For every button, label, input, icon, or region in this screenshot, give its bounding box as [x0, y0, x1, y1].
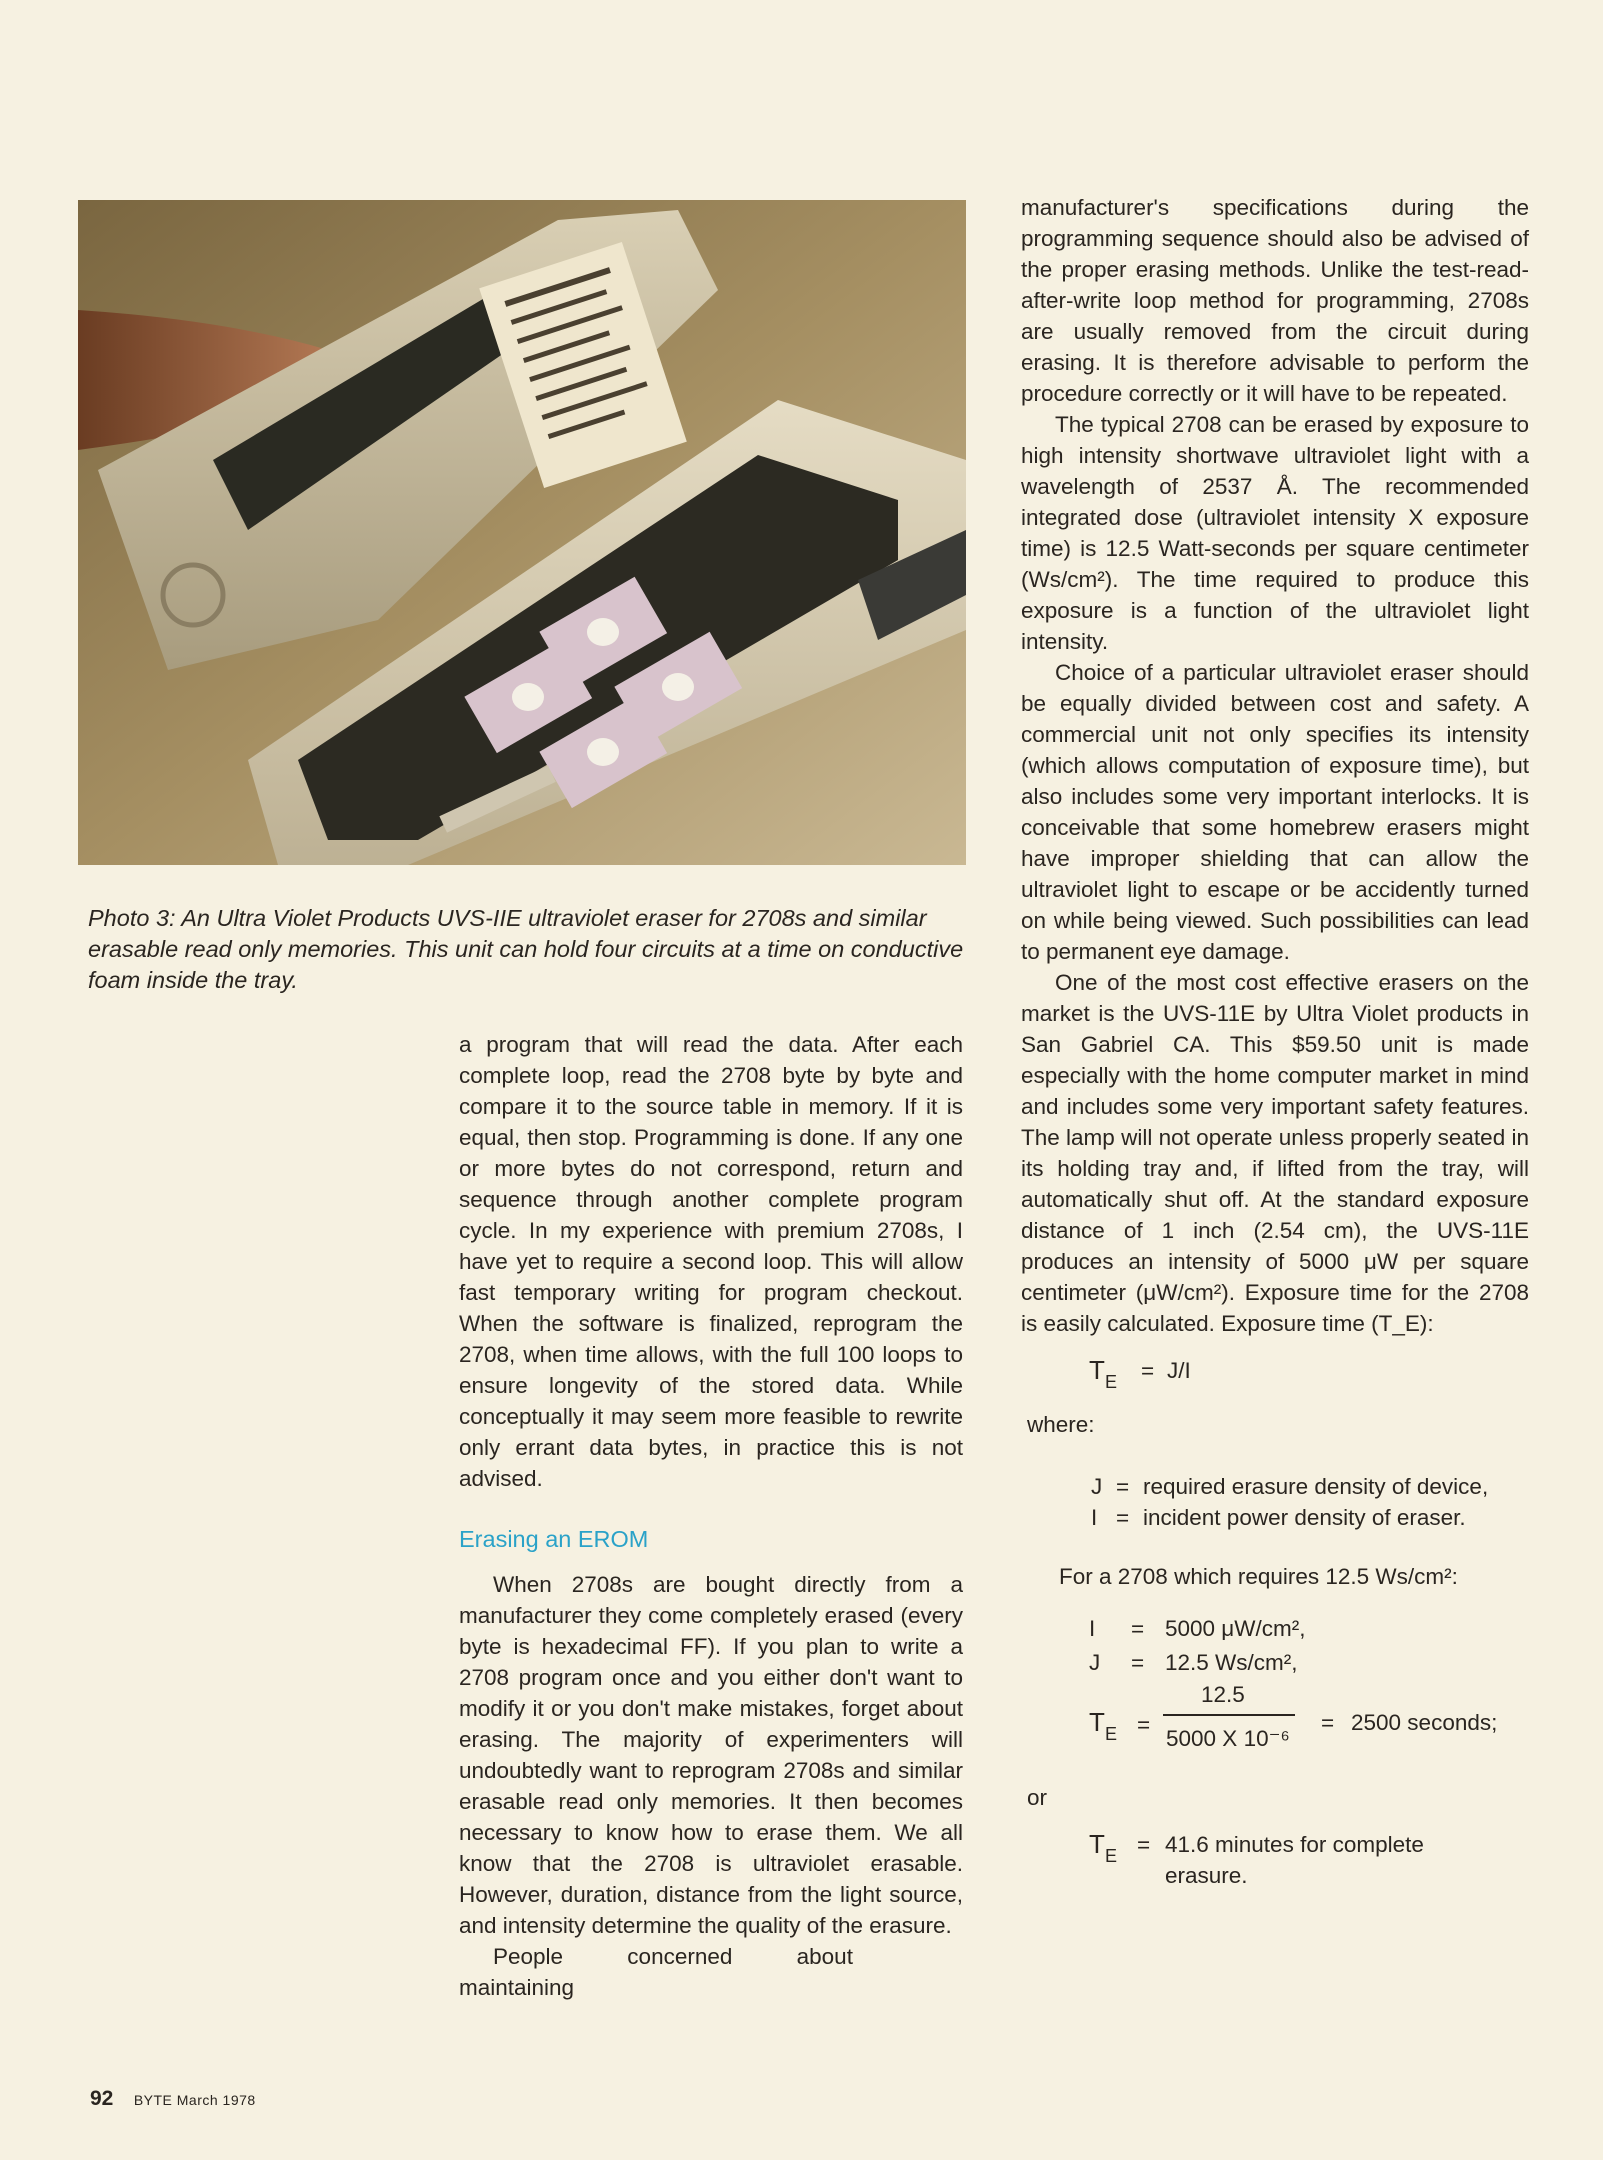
text-column-right — [1021, 192, 1529, 1949]
paragraph: a program that will read the data. After each complete loop, read the 2708 byte by byte and compare it to the source table in memory. If it is equal, then stop. Programming is done. If any one or more bytes do not correspond, return and sequence through another complete program cycle. In my experience with premium 2708s, I have yet to require a second loop. This will allow fast temporary writing for program checkout. When the software is finalized, reprogram the 2708, when time allows, with the full 100 loops to ensure longevity of the stored data. While conceptually it may seem more feasible to rewrite only errant data bytes, in practice this is not advised. — [459, 1032, 963, 1491]
equals-sign: = — [1321, 1710, 1335, 1735]
uv-eraser-photo — [78, 200, 966, 865]
i-symbol: I — [1089, 1616, 1096, 1641]
e-subscript: E — [1105, 1724, 1118, 1744]
page-footer — [90, 2087, 256, 2111]
i-symbol: I — [1091, 1505, 1098, 1530]
magazine-issue: BYTE March 1978 — [133, 2092, 256, 2108]
te-symbol: T — [1089, 1355, 1105, 1385]
section-heading: Erasing an EROM — [459, 1526, 649, 1552]
i-definition: incident power density of eraser. — [1143, 1505, 1466, 1530]
equals-sign: = — [1137, 1712, 1151, 1737]
fraction-numerator: 12.5 — [1201, 1682, 1245, 1707]
result-seconds: 2500 seconds; — [1351, 1710, 1498, 1735]
paragraph: manufacturer's specifications during the programming sequence should also be advised of the proper erasing methods. Unlike the test-read-after-write loop method for programming, 2708s are usually removed from the circuit during erasing. It is therefore advisable to perform the procedure correctly or it will have to be repeated. — [1021, 195, 1529, 406]
te-symbol: T — [1089, 1707, 1105, 1737]
formula-rhs: J/I — [1167, 1358, 1191, 1383]
fraction-bar — [1163, 1714, 1295, 1716]
j-value: 12.5 Ws/cm², — [1165, 1650, 1298, 1675]
equals-sign: = — [1137, 1832, 1151, 1857]
page-number: 92 — [90, 2087, 114, 2110]
or-label: or — [1027, 1785, 1048, 1810]
fraction-denominator: 5000 X 10⁻⁶ — [1166, 1726, 1290, 1751]
for-line: For a 2708 which requires 12.5 Ws/cm²: — [1059, 1564, 1458, 1589]
j-definition: required erasure density of device, — [1143, 1474, 1489, 1499]
text-column-left — [459, 1029, 963, 2003]
paragraph: The typical 2708 can be erased by exposure to high intensity shortwave ultraviolet light with a wavelength of 2537 Å. The recommended integrated dose (ultraviolet intensity X exposure time) is 12.5 Watt-seconds per square centimeter (Ws/cm²). The time required to produce this exposure is a function of the ultraviolet light intensity. — [1021, 412, 1529, 654]
e-subscript: E — [1105, 1846, 1118, 1866]
equals-sign: = — [1131, 1650, 1145, 1675]
equals-sign: = — [1116, 1505, 1130, 1530]
equals-sign: = — [1131, 1616, 1145, 1641]
paragraph: People concerned about maintaining — [459, 1944, 853, 2000]
j-symbol: J — [1089, 1650, 1101, 1675]
j-symbol: J — [1091, 1474, 1103, 1499]
photo-illustration — [78, 200, 966, 865]
paragraph: Choice of a particular ultraviolet eraser should be equally divided between cost and safety. A commercial unit not only specifies its intensity (which allows computation of exposure time), but also includes some very important interlocks. It is conceivable that some homebrew erasers might have improper shielding that can allow the ultraviolet light to escape or be accidently turned on while being viewed. Such possibilities can lead to permanent eye damage. — [1021, 660, 1529, 964]
i-value: 5000 μW/cm², — [1165, 1616, 1306, 1641]
result-minutes: 41.6 minutes for complete — [1165, 1832, 1424, 1857]
te-symbol: T — [1089, 1829, 1105, 1859]
photo-caption: Photo 3: An Ultra Violet Products UVS-IIE ultraviolet eraser for 2708s and similar erasable read only memories. This unit can hold four circuits at a time on conductive foam inside the tray. — [88, 905, 964, 993]
equals-sign: = — [1141, 1358, 1155, 1383]
result-minutes-cont: erasure. — [1165, 1863, 1248, 1888]
where-label: where: — [1027, 1412, 1095, 1437]
equals-sign: = — [1116, 1474, 1130, 1499]
paragraph: One of the most cost effective erasers on the market is the UVS-11E by Ultra Violet products in San Gabriel CA. This $59.50 unit is made especially with the home computer market in mind and includes some very important safety features. The lamp will not operate unless properly seated in its holding tray and, if lifted from the tray, will automatically shut off. At the standard exposure distance of 1 inch (2.54 cm), the UVS-11E produces an intensity of 5000 μW per square centimeter (μW/cm²). Exposure time for the 2708 is easily calculated. Exposure time (T_E): — [1021, 970, 1529, 1336]
e-subscript: E — [1105, 1372, 1118, 1392]
exposure-equations — [1021, 1339, 1529, 1949]
paragraph: When 2708s are bought directly from a manufacturer they come completely erased (every byte is hexadecimal FF). If you plan to write a 2708 program once and you either don't want to modify it or you don't make mistakes, forget about erasing. The majority of experimenters will undoubtedly want to reprogram 2708s and similar erasable read only memories. It then becomes necessary to know how to erase them. We all know that the 2708 is ultraviolet erasable. However, duration, distance from the light source, and intensity determine the quality of the erasure. — [459, 1572, 963, 1938]
